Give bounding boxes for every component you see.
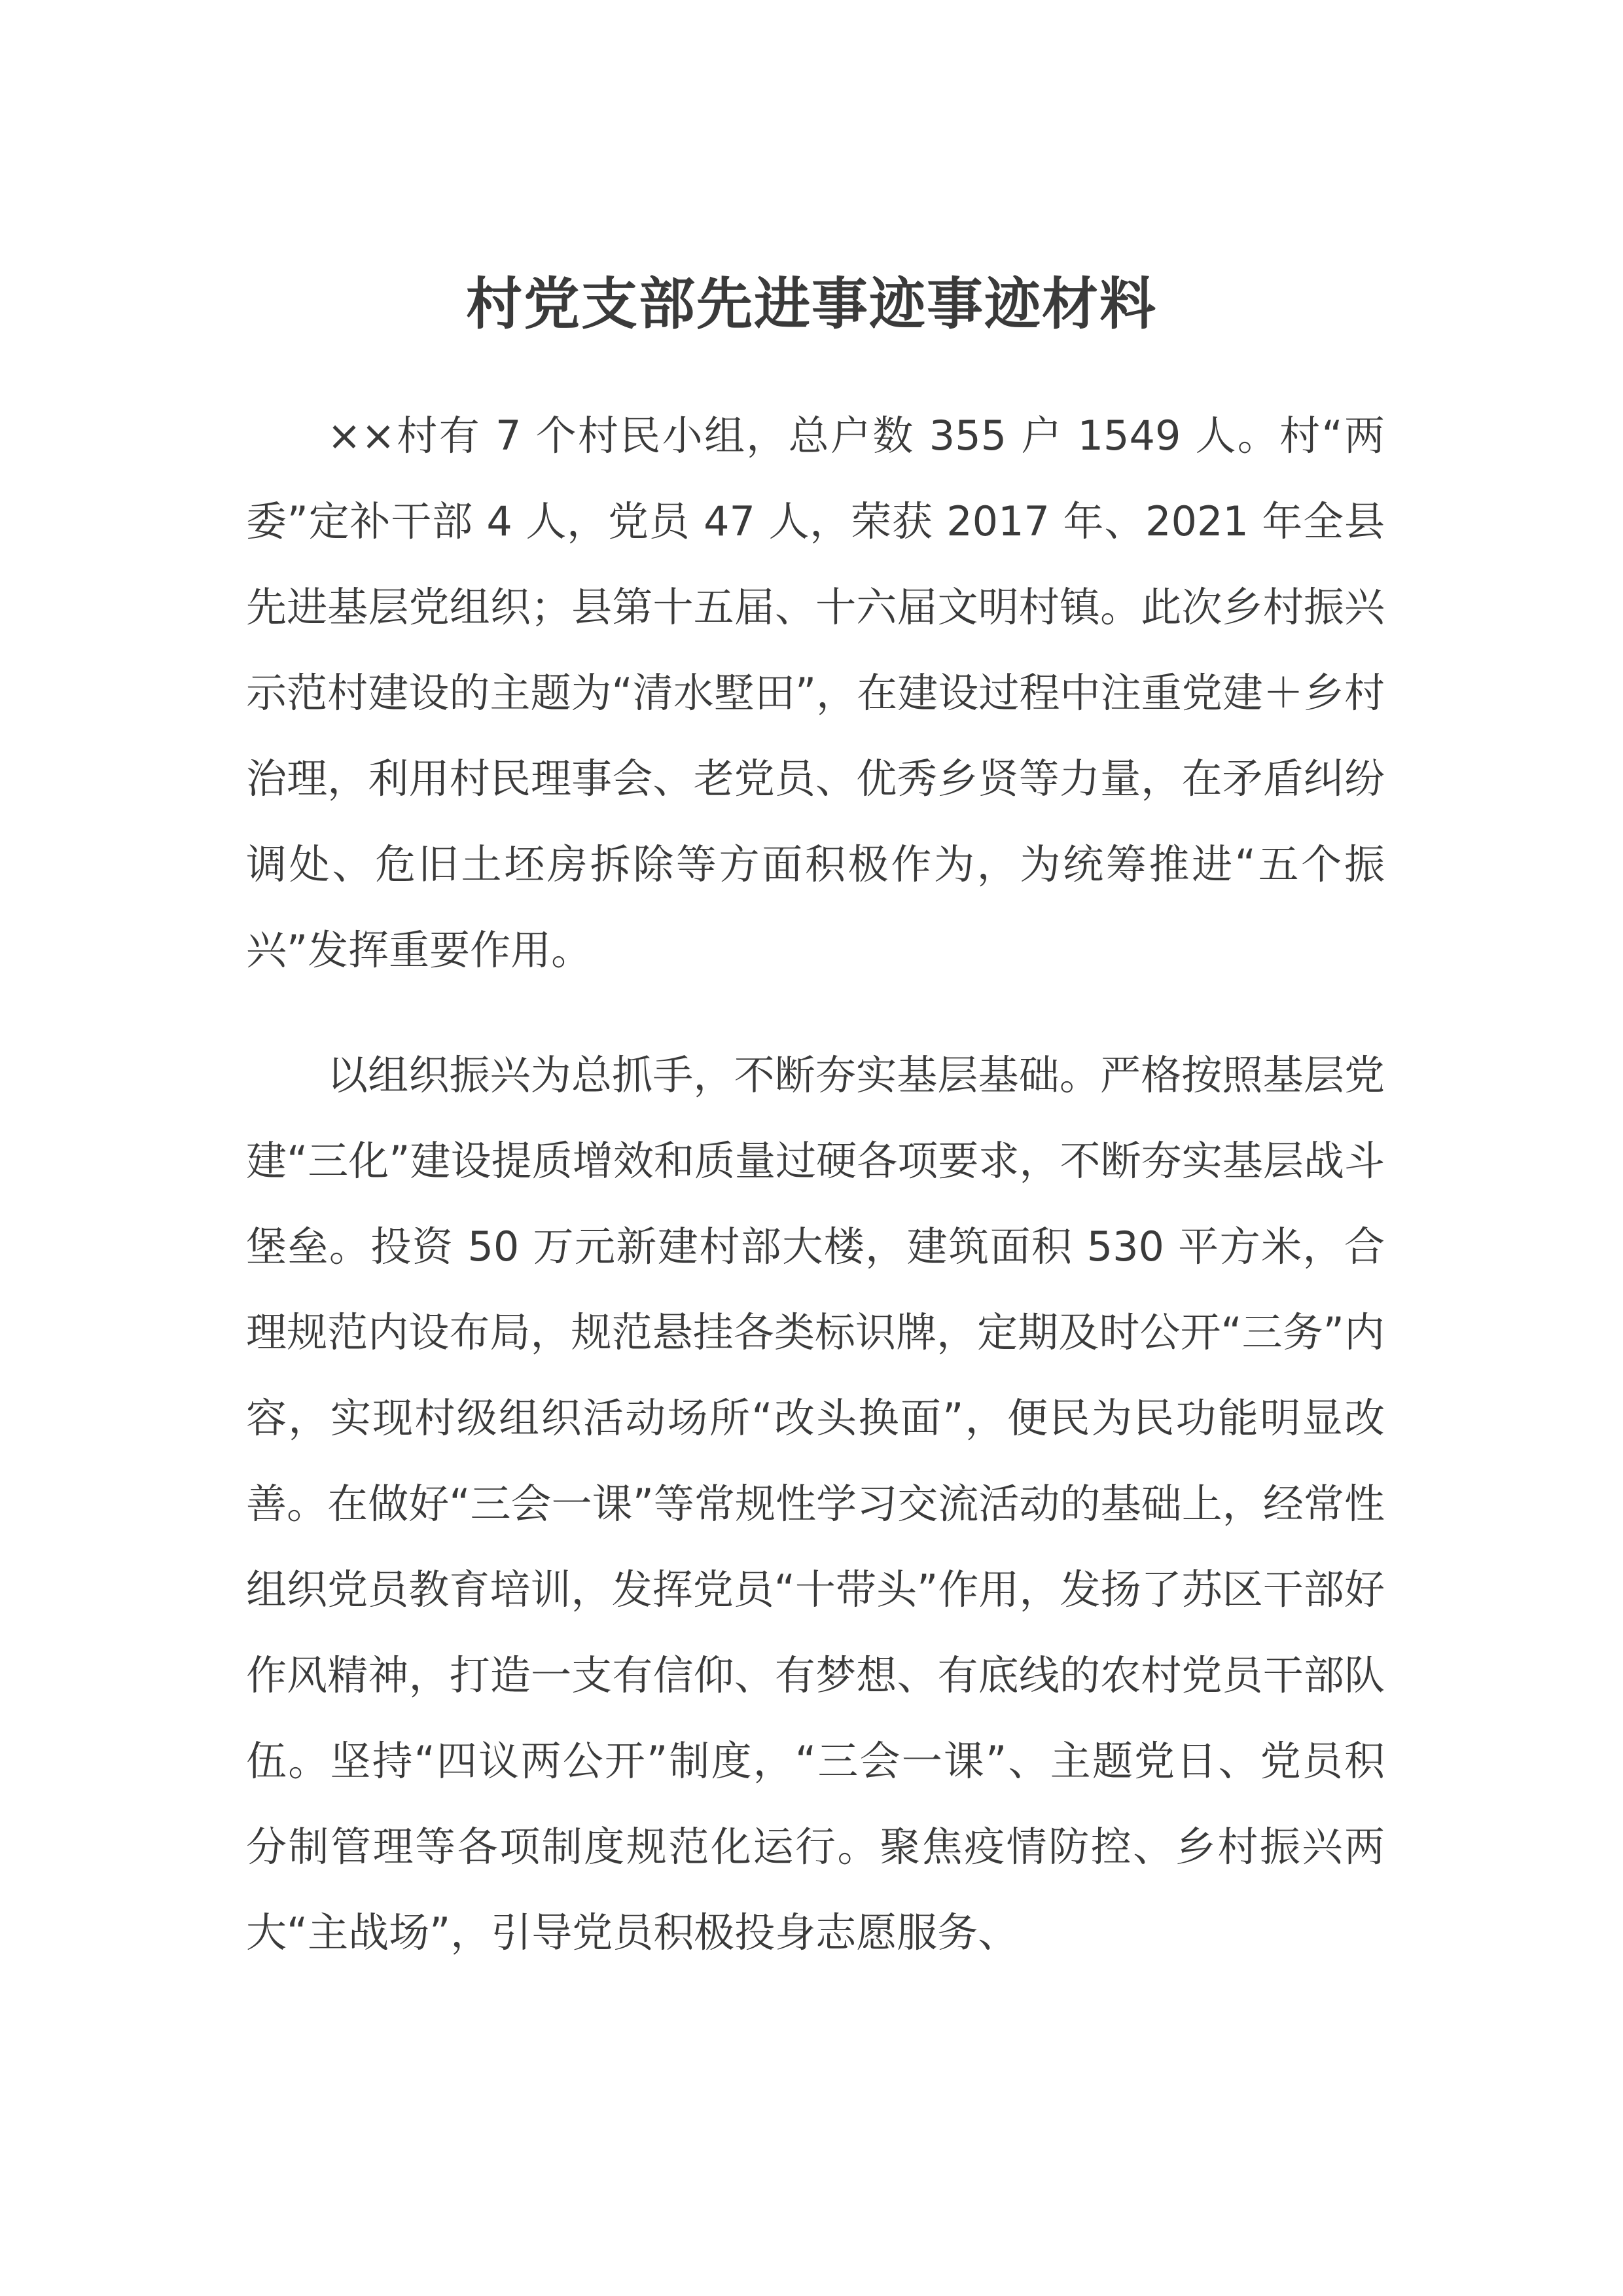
- paragraph-1: ××村有 7 个村民小组，总户数 355 户 1549 人。村“两委”定补干部 4 人，党员 47 人，荣获 2017 年、2021 年全县先进基层党组织；县第十五届、十六届文明村镇。此次乡村振兴示范村建设的主题为“清水墅田”，在建设过程中注重党建＋乡村治理，利用村民理事会、老党员、优秀乡贤等力量，在矛盾纠纷调处、危旧土坯房拆除等方面积极作为，为统筹推进“五个振兴”发挥重要作用。: [246, 412, 1385, 974]
- document-body: [246, 393, 1385, 1975]
- paragraph-2: 以组织振兴为总抓手，不断夯实基层基础。严格按照基层党建“三化”建设提质增效和质量过硬各项要求，不断夯实基层战斗堡垒。投资 50 万元新建村部大楼，建筑面积 530 平方米，合理规范内设布局，规范悬挂各类标识牌，定期及时公开“三务”内容，实现村级组织活动场所“改头换面”，便民为民功能明显改善。在做好“三会一课”等常规性学习交流活动的基础上，经常性组织党员教育培训，发挥党员“十带头”作用，发扬了苏区干部好作风精神，打造一支有信仰、有梦想、有底线的农村党员干部队伍。坚持“四议两公开”制度，“三会一课”、主题党日、党员积分制管理等各项制度规范化运行。聚焦疫情防控、乡村振兴两大“主战场”，引导党员积极投身志愿服务、: [246, 1051, 1385, 1956]
- document-title: 村党支部先进事迹事迹材料: [466, 272, 1157, 337]
